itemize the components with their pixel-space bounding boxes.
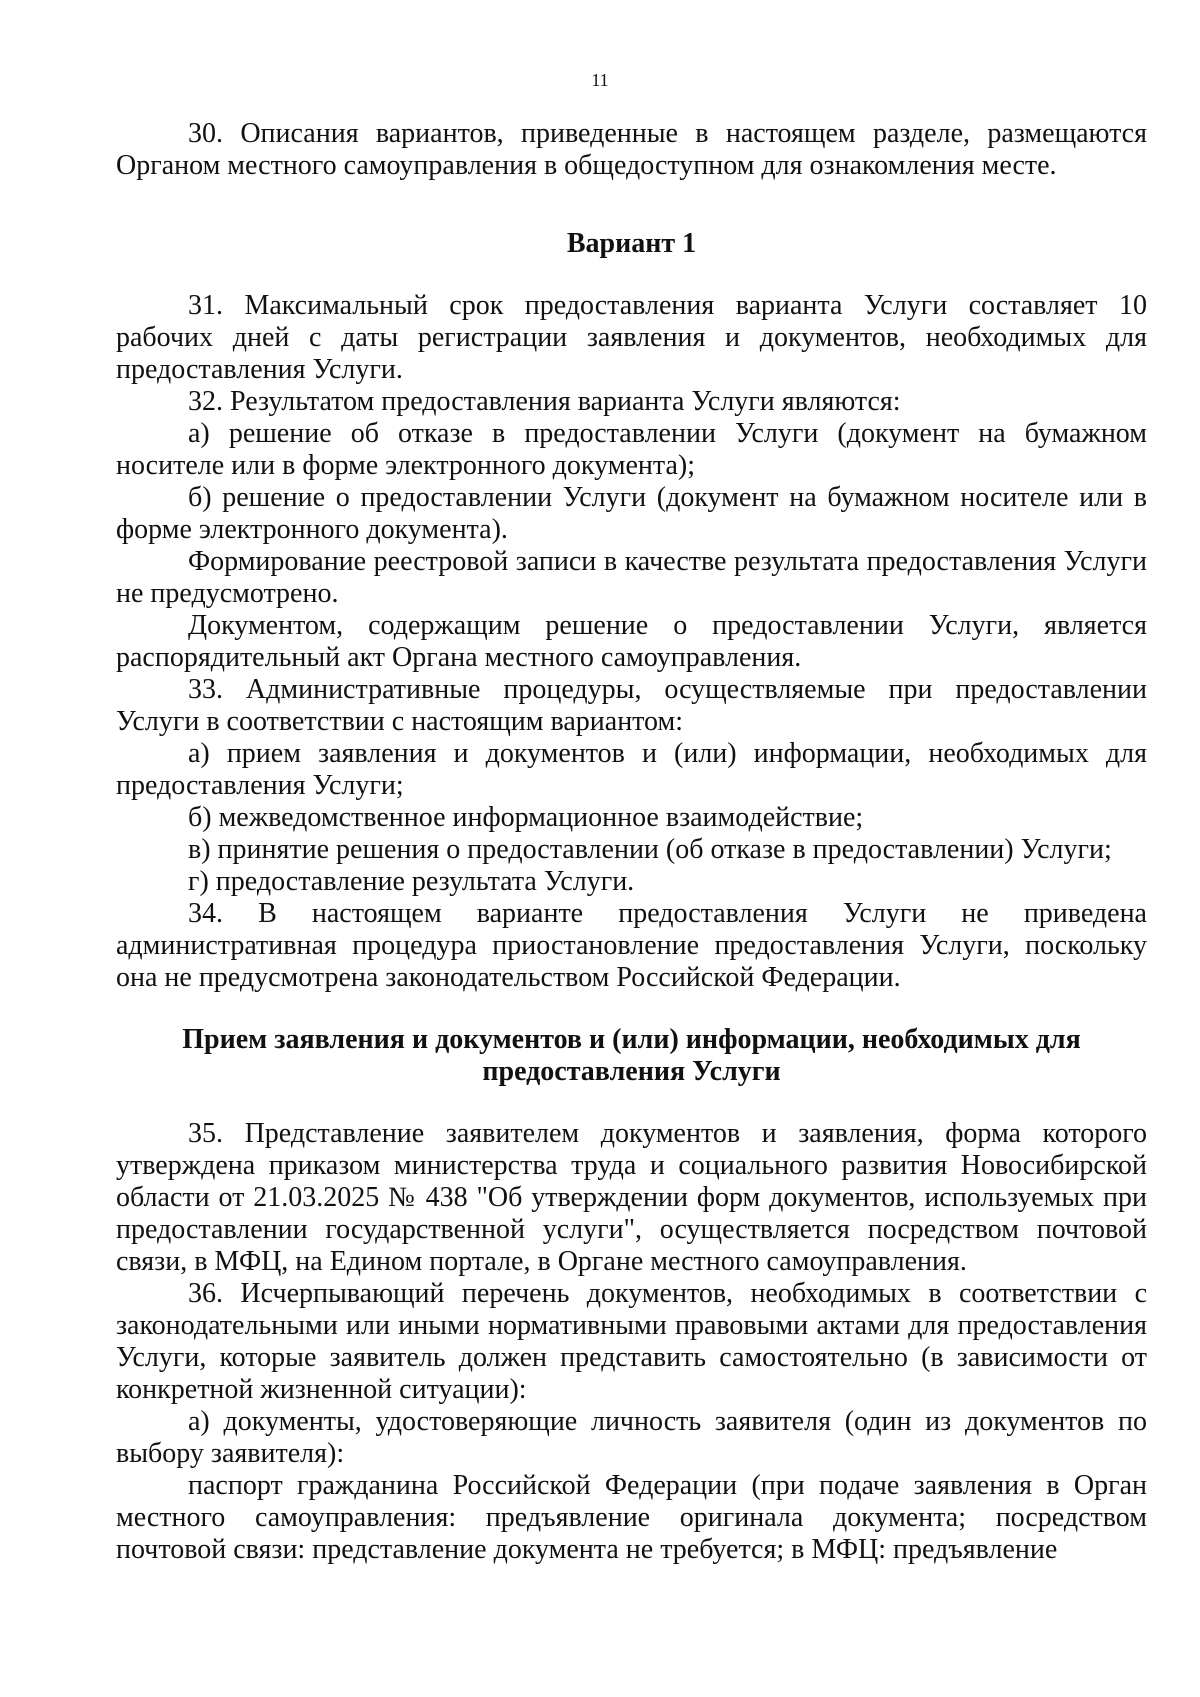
paragraph-33: 33. Административные процедуры, осуществляемые при предоставлении Услуги в соответствии с настоящим вариантом:	[116, 674, 1147, 737]
document-body	[116, 118, 1147, 1566]
paragraph-passport: паспорт гражданина Российской Федерации (при подаче заявления в Орган местного самоуправления: предъявление оригинала документа; посредством почтовой связи: представление документа не требуется; в МФЦ: предъявление	[116, 1470, 1147, 1565]
paragraph-36-item-a: а) документы, удостоверяющие личность заявителя (один из документов по выбору заявителя):	[116, 1406, 1147, 1469]
paragraph-33-item-a: а) прием заявления и документов и (или) информации, необходимых для предоставления Услуги;	[116, 738, 1147, 801]
paragraph-30: 30. Описания вариантов, приведенные в настоящем разделе, размещаются Органом местного самоуправления в общедоступном для ознакомления месте.	[116, 118, 1147, 181]
paragraph-decision-document: Документом, содержащим решение о предоставлении Услуги, является распорядительный акт Органа местного самоуправления.	[116, 610, 1147, 673]
paragraph-32-item-a: а) решение об отказе в предоставлении Услуги (документ на бумажном носителе или в форме электронного документа);	[116, 418, 1147, 481]
paragraph-registry-record: Формирование реестровой записи в качестве результата предоставления Услуги не предусмотрено.	[116, 546, 1147, 609]
paragraph-31: 31. Максимальный срок предоставления варианта Услуги составляет 10 рабочих дней с даты регистрации заявления и документов, необходимых для предоставления Услуги.	[116, 290, 1147, 385]
page-number: 11	[591, 70, 609, 90]
paragraph-35: 35. Представление заявителем документов и заявления, форма которого утверждена приказом министерства труда и социального развития Новосибирской области от 21.03.2025 № 438 "Об утверждении форм документов, используемых при предоставлении государственной услуги", осуществляется посредством почтовой связи, в МФЦ, на Едином портале, в Органе местного самоуправления.	[116, 1118, 1147, 1277]
section-heading-variant-1: Вариант 1	[566, 228, 697, 259]
section-heading-reception: Прием заявления и документов и (или) информации, необходимых для предоставления Услуги	[182, 1024, 1081, 1087]
paragraph-33-item-c: в) принятие решения о предоставлении (об отказе в предоставлении) Услуги;	[188, 834, 1112, 865]
paragraph-33-item-d: г) предоставление результата Услуги.	[188, 866, 635, 897]
paragraph-33-item-b: б) межведомственное информационное взаимодействие;	[188, 802, 864, 833]
paragraph-34: 34. В настоящем варианте предоставления Услуги не приведена административная процедура приостановление предоставления Услуги, поскольку она не предусмотрена законодательством Российской Федерации.	[116, 898, 1147, 993]
paragraph-32: 32. Результатом предоставления варианта Услуги являются:	[188, 386, 901, 417]
paragraph-36: 36. Исчерпывающий перечень документов, необходимых в соответствии с законодательными или иными нормативными правовыми актами для предоставления Услуги, которые заявитель должен представить самостоятельно (в зависимости от конкретной жизненной ситуации):	[116, 1278, 1147, 1405]
paragraph-32-item-b: б) решение о предоставлении Услуги (документ на бумажном носителе или в форме электронного документа).	[116, 482, 1147, 545]
